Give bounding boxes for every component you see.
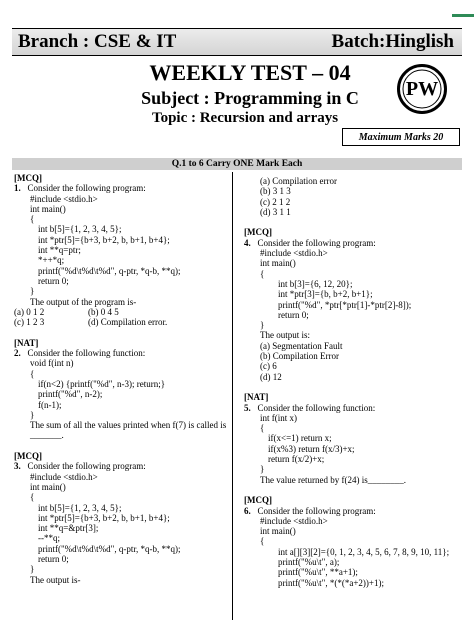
q2-answer-blank: _______. xyxy=(30,430,64,441)
q1-code-line: int **q=ptr; xyxy=(38,245,81,256)
q4-code-line: int main() xyxy=(260,258,296,269)
q4-code-line: int b[3]={6, 12, 20}; xyxy=(278,278,353,289)
q1-code-line: int b[5]={1, 2, 3, 4, 5}; xyxy=(38,224,122,235)
q1-code-line: return 0; xyxy=(38,275,69,286)
corner-accent xyxy=(452,14,474,17)
q3-code-line: --**q; xyxy=(38,533,60,544)
q3-option: (c) 2 1 2 xyxy=(260,196,291,207)
q1-after-text: The output of the program is- xyxy=(30,296,137,307)
max-marks-box: Maximum Marks 20 xyxy=(342,128,460,146)
q1-stem: 1. Consider the following program: xyxy=(14,183,146,194)
q4-code-line: return 0; xyxy=(278,309,309,320)
q4-stem: 4. Consider the following program: xyxy=(244,237,376,248)
q3-after-text: The output is- xyxy=(30,574,81,585)
q1-options-row-1: (a) 0 1 2 (b) 0 4 5 xyxy=(14,306,119,317)
q3-option: (a) Compilation error xyxy=(260,176,337,186)
q1-type-tag: [MCQ] xyxy=(14,173,42,183)
q5-code-line: return f(x/2)+x; xyxy=(268,454,325,465)
q2-code-line: } xyxy=(30,409,35,420)
left-column xyxy=(14,173,228,585)
q3-type-tag: [MCQ] xyxy=(14,451,42,462)
logo-text: PW xyxy=(405,78,439,100)
q6-code-line: printf("%u\t", **a+1); xyxy=(278,567,358,578)
column-divider xyxy=(232,172,233,620)
q1-code-line: int *ptr[5]={b+3, b+2, b, b+1, b+4}; xyxy=(38,234,170,245)
q2-stem: 2. Consider the following function: xyxy=(14,348,146,359)
q5-after-text: The value returned by f(24) is________. xyxy=(260,474,406,485)
q4-code-line: #include <stdio.h> xyxy=(260,248,328,259)
q1-code-line: } xyxy=(30,286,35,297)
branch-label: Branch : CSE & IT xyxy=(18,31,177,52)
q3-code-line: int b[5]={1, 2, 3, 4, 5}; xyxy=(38,502,122,513)
q4-option: (b) Compilation Error xyxy=(260,351,339,362)
q4-type-tag: [MCQ] xyxy=(244,227,272,238)
q4-option: (d) 12 xyxy=(260,371,282,382)
q1-code-line: #include <stdio.h> xyxy=(30,193,98,204)
pw-logo-icon xyxy=(397,64,447,114)
q1-options-row-2: (c) 1 2 3 (d) Compilation error. xyxy=(14,317,168,328)
q3-code-line: #include <stdio.h> xyxy=(30,471,98,482)
q4-option: (c) 6 xyxy=(260,361,277,372)
q2-code-line: { xyxy=(30,368,35,379)
q5-code-line: } xyxy=(260,464,265,475)
test-title: WEEKLY TEST – 04 xyxy=(149,60,351,85)
q6-code-line: printf("%u\t", *(*(*a+2))+1); xyxy=(278,577,384,588)
q5-stem: 5. Consider the following function: xyxy=(244,402,376,413)
q3-code-line: { xyxy=(30,492,35,503)
q2-code-line: f(n-1); xyxy=(38,399,62,410)
q4-code-line: int *ptr[3]={b, b+2, b+1}; xyxy=(278,289,373,300)
q1-code-line: printf("%d\t%d\t%d", q-ptr, *q-b, **q); xyxy=(38,265,181,276)
q2-type-tag: [NAT] xyxy=(14,337,39,348)
q6-code-line: int main() xyxy=(260,526,296,537)
q4-code-line: } xyxy=(260,320,265,331)
section-header: Q.1 to 6 Carry ONE Mark Each xyxy=(12,158,462,170)
q6-code-line: { xyxy=(260,536,265,547)
q3-option: (b) 3 1 3 xyxy=(260,186,291,197)
topic-title: Topic : Recursion and arrays xyxy=(151,110,339,126)
q3-code-line: printf("%d\t%d\t%d", q-ptr, *q-b, **q); xyxy=(38,543,181,554)
q6-type-tag: [MCQ] xyxy=(244,495,272,506)
q3-stem: 3. Consider the following program: xyxy=(14,461,146,472)
q5-code-line: { xyxy=(260,423,265,434)
q4-code-line: printf("%d", *ptr[*ptr[1]-*ptr[2]-8]); xyxy=(278,299,412,310)
q5-code-line: int f(int x) xyxy=(260,412,297,423)
q4-code-line: { xyxy=(260,268,265,279)
q3-code-line: int *ptr[5]={b+3, b+2, b, b+1, b+4}; xyxy=(38,512,170,523)
q6-code-line: printf("%u\t", a); xyxy=(278,556,340,567)
q4-option: (a) Segmentation Fault xyxy=(260,340,343,351)
q2-code-line: if(n<2) {printf("%d", n-3); return;} xyxy=(38,378,166,389)
q4-after-text: The output is: xyxy=(260,330,310,341)
batch-label: Batch:Hinglish xyxy=(331,31,454,52)
q6-stem: 6. Consider the following program: xyxy=(244,505,376,516)
q2-code-line: void f(int n) xyxy=(30,358,74,369)
q3-option: (d) 3 1 1 xyxy=(260,206,291,217)
q1-code-line: int main() xyxy=(30,203,66,214)
q3-code-line: } xyxy=(30,564,35,575)
q2-after-text: The sum of all the values printed when f(7) is called is xyxy=(30,420,227,431)
q5-type-tag: [NAT] xyxy=(244,392,269,403)
q5-code-line: if(x%3) return f(x/3)+x; xyxy=(268,443,355,454)
q3-code-line: int **q=&ptr[3]; xyxy=(38,523,99,534)
q2-code-line: printf("%d", n-2); xyxy=(38,389,103,400)
q5-code-line: if(x<=1) return x; xyxy=(268,433,332,444)
q3-code-line: int main() xyxy=(30,481,66,492)
q3-code-line: return 0; xyxy=(38,553,69,564)
q6-code-line: #include <stdio.h> xyxy=(260,515,328,526)
q6-code-line: int a[][3][2]={0, 1, 2, 3, 4, 5, 6, 7, 8, 9, 10, 11}; xyxy=(278,546,450,557)
q1-code-line: *++*q; xyxy=(38,255,65,266)
subject-title: Subject : Programming in C xyxy=(141,88,359,108)
header-banner xyxy=(12,28,462,56)
q1-code-line: { xyxy=(30,214,35,225)
right-column xyxy=(244,176,466,588)
